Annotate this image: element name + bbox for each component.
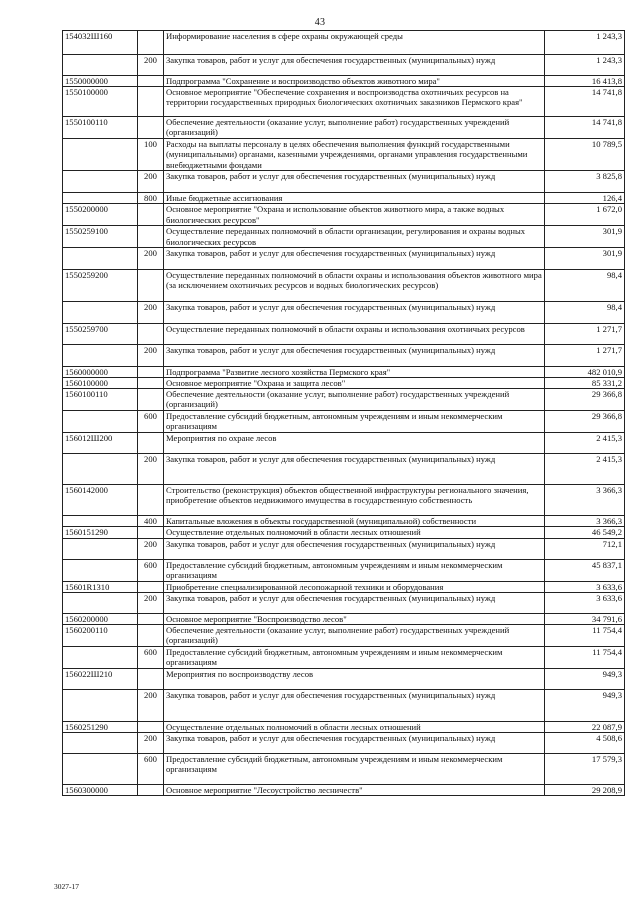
- expense-type-cell: 600: [138, 647, 164, 669]
- amount-cell: 14 741,8: [545, 87, 625, 117]
- expense-type-cell: [138, 581, 164, 592]
- item-name-cell: Предоставление субсидий бюджетным, автономным учреждениям и иным некоммерческим организациям: [164, 754, 545, 785]
- expense-type-cell: [138, 117, 164, 139]
- budget-table: [62, 30, 625, 796]
- table-row: [63, 754, 625, 785]
- expense-type-cell: [138, 433, 164, 454]
- expense-type-cell: [138, 204, 164, 226]
- target-code-cell: [63, 193, 138, 204]
- expense-type-cell: 800: [138, 193, 164, 204]
- amount-cell: 949,3: [545, 690, 625, 722]
- target-code-cell: 1550259200: [63, 269, 138, 301]
- item-name-cell: Предоставление субсидий бюджетным, автономным учреждениям и иным некоммерческим организациям: [164, 411, 545, 433]
- expense-type-cell: [138, 269, 164, 301]
- table-row: [63, 411, 625, 433]
- expense-type-cell: [138, 613, 164, 624]
- amount-cell: 3 633,6: [545, 592, 625, 613]
- target-code-cell: [63, 171, 138, 193]
- amount-cell: 17 579,3: [545, 754, 625, 785]
- table-row: [63, 323, 625, 344]
- item-name-cell: Закупка товаров, работ и услуг для обеспечения государственных (муниципальных) нужд: [164, 55, 545, 76]
- expense-type-cell: 200: [138, 171, 164, 193]
- item-name-cell: Закупка товаров, работ и услуг для обеспечения государственных (муниципальных) нужд: [164, 301, 545, 323]
- item-name-cell: Закупка товаров, работ и услуг для обеспечения государственных (муниципальных) нужд: [164, 344, 545, 366]
- amount-cell: 29 366,8: [545, 411, 625, 433]
- expense-type-cell: 600: [138, 411, 164, 433]
- target-code-cell: 1560142000: [63, 485, 138, 516]
- table-row: [63, 193, 625, 204]
- item-name-cell: Информирование населения в сфере охраны окружающей среды: [164, 31, 545, 55]
- amount-cell: 11 754,4: [545, 625, 625, 647]
- target-code-cell: 1560000000: [63, 366, 138, 377]
- target-code-cell: [63, 538, 138, 559]
- table-row: [63, 301, 625, 323]
- table-row: [63, 613, 625, 624]
- item-name-cell: Строительство (реконструкция) объектов общественной инфраструктуры регионального значения, приобретение объектов недвижимого имущества в государственную собственность: [164, 485, 545, 516]
- amount-cell: 3 366,3: [545, 516, 625, 527]
- expense-type-cell: 600: [138, 754, 164, 785]
- table-row: [63, 559, 625, 581]
- amount-cell: 712,1: [545, 538, 625, 559]
- expense-type-cell: [138, 76, 164, 87]
- target-code-cell: [63, 733, 138, 754]
- target-code-cell: [63, 55, 138, 76]
- target-code-cell: 1550000000: [63, 76, 138, 87]
- target-code-cell: [63, 344, 138, 366]
- table-row: [63, 378, 625, 389]
- table-row: [63, 87, 625, 117]
- amount-cell: 29 366,8: [545, 389, 625, 411]
- expense-type-cell: 200: [138, 538, 164, 559]
- target-code-cell: [63, 139, 138, 171]
- item-name-cell: Иные бюджетные ассигнования: [164, 193, 545, 204]
- target-code-cell: 1550259100: [63, 226, 138, 247]
- item-name-cell: Закупка товаров, работ и услуг для обеспечения государственных (муниципальных) нужд: [164, 733, 545, 754]
- target-code-cell: 15601R1310: [63, 581, 138, 592]
- table-row: [63, 733, 625, 754]
- item-name-cell: Осуществление переданных полномочий в области организации, регулирования и охраны водных биологических ресурсов: [164, 226, 545, 247]
- item-name-cell: Основное мероприятие "Воспроизводство лесов": [164, 613, 545, 624]
- table-row: [63, 76, 625, 87]
- table-row: [63, 516, 625, 527]
- target-code-cell: 1550100110: [63, 117, 138, 139]
- target-code-cell: 1560100000: [63, 378, 138, 389]
- table-row: [63, 647, 625, 669]
- amount-cell: 1 271,7: [545, 344, 625, 366]
- amount-cell: 3 633,6: [545, 581, 625, 592]
- expense-type-cell: [138, 527, 164, 538]
- amount-cell: 1 271,7: [545, 323, 625, 344]
- item-name-cell: Закупка товаров, работ и услуг для обеспечения государственных (муниципальных) нужд: [164, 247, 545, 269]
- item-name-cell: Обеспечение деятельности (оказание услуг, выполнение работ) государственных учреждений (организаций): [164, 389, 545, 411]
- expense-type-cell: [138, 378, 164, 389]
- table-row: [63, 785, 625, 796]
- expense-type-cell: 200: [138, 733, 164, 754]
- table-row: [63, 722, 625, 733]
- item-name-cell: Приобретение специализированной лесопожарной техники и оборудования: [164, 581, 545, 592]
- target-code-cell: [63, 690, 138, 722]
- amount-cell: 1 672,0: [545, 204, 625, 226]
- table-row: [63, 31, 625, 55]
- item-name-cell: Обеспечение деятельности (оказание услуг, выполнение работ) государственных учреждений (организаций): [164, 625, 545, 647]
- table-row: [63, 117, 625, 139]
- expense-type-cell: [138, 87, 164, 117]
- expense-type-cell: 200: [138, 55, 164, 76]
- amount-cell: 949,3: [545, 669, 625, 690]
- expense-type-cell: [138, 31, 164, 55]
- table-row: [63, 171, 625, 193]
- item-name-cell: Закупка товаров, работ и услуг для обеспечения государственных (муниципальных) нужд: [164, 171, 545, 193]
- expense-type-cell: 200: [138, 690, 164, 722]
- table-row: [63, 485, 625, 516]
- table-row: [63, 669, 625, 690]
- amount-cell: 3 825,8: [545, 171, 625, 193]
- expense-type-cell: 400: [138, 516, 164, 527]
- item-name-cell: Основное мероприятие "Охрана и использование объектов животного мира, а также водных биологических ресурсов": [164, 204, 545, 226]
- target-code-cell: 1560300000: [63, 785, 138, 796]
- expense-type-cell: [138, 722, 164, 733]
- target-code-cell: 1550200000: [63, 204, 138, 226]
- table-row: [63, 204, 625, 226]
- expense-type-cell: [138, 226, 164, 247]
- target-code-cell: [63, 411, 138, 433]
- table-row: [63, 139, 625, 171]
- amount-cell: 98,4: [545, 269, 625, 301]
- item-name-cell: Подпрограмма "Развитие лесного хозяйства Пермского края": [164, 366, 545, 377]
- target-code-cell: 1560200000: [63, 613, 138, 624]
- expense-type-cell: [138, 389, 164, 411]
- table-row: [63, 366, 625, 377]
- target-code-cell: [63, 454, 138, 485]
- footer-code: 3027-17: [54, 882, 79, 891]
- amount-cell: 1 243,3: [545, 31, 625, 55]
- expense-type-cell: 200: [138, 344, 164, 366]
- table-row: [63, 389, 625, 411]
- table-row: [63, 454, 625, 485]
- table-row: [63, 581, 625, 592]
- amount-cell: 85 331,2: [545, 378, 625, 389]
- table-row: [63, 344, 625, 366]
- target-code-cell: [63, 754, 138, 785]
- target-code-cell: [63, 647, 138, 669]
- target-code-cell: 156022Ш210: [63, 669, 138, 690]
- item-name-cell: Обеспечение деятельности (оказание услуг, выполнение работ) государственных учреждений (организаций): [164, 117, 545, 139]
- amount-cell: 29 208,9: [545, 785, 625, 796]
- amount-cell: 22 087,9: [545, 722, 625, 733]
- target-code-cell: 156012Ш200: [63, 433, 138, 454]
- expense-type-cell: [138, 366, 164, 377]
- amount-cell: 4 508,6: [545, 733, 625, 754]
- expense-type-cell: [138, 785, 164, 796]
- expense-type-cell: 200: [138, 301, 164, 323]
- item-name-cell: Основное мероприятие "Лесоустройство лесничеств": [164, 785, 545, 796]
- target-code-cell: 154032Ш160: [63, 31, 138, 55]
- amount-cell: 301,9: [545, 226, 625, 247]
- target-code-cell: 1550259700: [63, 323, 138, 344]
- item-name-cell: Осуществление отдельных полномочий в области лесных отношений: [164, 722, 545, 733]
- expense-type-cell: [138, 485, 164, 516]
- amount-cell: 301,9: [545, 247, 625, 269]
- table-row: [63, 247, 625, 269]
- target-code-cell: [63, 559, 138, 581]
- item-name-cell: Расходы на выплаты персоналу в целях обеспечения выполнения функций государственными (муниципальными) органами, казенными учреждениями, органами управления государственными внебюджетными фондами: [164, 139, 545, 171]
- expense-type-cell: 200: [138, 592, 164, 613]
- amount-cell: 3 366,3: [545, 485, 625, 516]
- amount-cell: 34 791,6: [545, 613, 625, 624]
- item-name-cell: Осуществление переданных полномочий в области охраны и использования охотничьих ресурсов: [164, 323, 545, 344]
- item-name-cell: Закупка товаров, работ и услуг для обеспечения государственных (муниципальных) нужд: [164, 592, 545, 613]
- expense-type-cell: 100: [138, 139, 164, 171]
- target-code-cell: [63, 592, 138, 613]
- amount-cell: 14 741,8: [545, 117, 625, 139]
- expense-type-cell: 600: [138, 559, 164, 581]
- item-name-cell: Мероприятия по воспроизводству лесов: [164, 669, 545, 690]
- item-name-cell: Закупка товаров, работ и услуг для обеспечения государственных (муниципальных) нужд: [164, 538, 545, 559]
- item-name-cell: Закупка товаров, работ и услуг для обеспечения государственных (муниципальных) нужд: [164, 690, 545, 722]
- table-row: [63, 625, 625, 647]
- page-number: 43: [314, 17, 326, 28]
- item-name-cell: Предоставление субсидий бюджетным, автономным учреждениям и иным некоммерческим организациям: [164, 647, 545, 669]
- item-name-cell: Основное мероприятие "Охрана и защита лесов": [164, 378, 545, 389]
- amount-cell: 2 415,3: [545, 433, 625, 454]
- item-name-cell: Предоставление субсидий бюджетным, автономным учреждениям и иным некоммерческим организациям: [164, 559, 545, 581]
- expense-type-cell: 200: [138, 247, 164, 269]
- amount-cell: 1 243,3: [545, 55, 625, 76]
- table-row: [63, 592, 625, 613]
- expense-type-cell: [138, 323, 164, 344]
- table-row: [63, 269, 625, 301]
- table-row: [63, 538, 625, 559]
- amount-cell: 126,4: [545, 193, 625, 204]
- amount-cell: 45 837,1: [545, 559, 625, 581]
- item-name-cell: Мероприятия по охране лесов: [164, 433, 545, 454]
- table-row: [63, 527, 625, 538]
- target-code-cell: 1560200110: [63, 625, 138, 647]
- item-name-cell: Закупка товаров, работ и услуг для обеспечения государственных (муниципальных) нужд: [164, 454, 545, 485]
- item-name-cell: Основное мероприятие "Обеспечение сохранения и воспроизводства охотничьих ресурсов на территории государственных природных биологических охотничьих заказников Пермского края": [164, 87, 545, 117]
- amount-cell: 2 415,3: [545, 454, 625, 485]
- expense-type-cell: 200: [138, 454, 164, 485]
- table-row: [63, 226, 625, 247]
- table-row: [63, 690, 625, 722]
- amount-cell: 16 413,8: [545, 76, 625, 87]
- target-code-cell: [63, 301, 138, 323]
- expense-type-cell: [138, 625, 164, 647]
- target-code-cell: 1560251290: [63, 722, 138, 733]
- amount-cell: 482 010,9: [545, 366, 625, 377]
- amount-cell: 46 549,2: [545, 527, 625, 538]
- amount-cell: 98,4: [545, 301, 625, 323]
- item-name-cell: Капитальные вложения в объекты государственной (муниципальной) собственности: [164, 516, 545, 527]
- table-row: [63, 433, 625, 454]
- amount-cell: 10 789,5: [545, 139, 625, 171]
- target-code-cell: 1550100000: [63, 87, 138, 117]
- target-code-cell: [63, 516, 138, 527]
- item-name-cell: Осуществление отдельных полномочий в области лесных отношений: [164, 527, 545, 538]
- amount-cell: 11 754,4: [545, 647, 625, 669]
- expense-type-cell: [138, 669, 164, 690]
- budget-table-body: [63, 31, 625, 796]
- target-code-cell: 1560100110: [63, 389, 138, 411]
- target-code-cell: 1560151290: [63, 527, 138, 538]
- item-name-cell: Подпрограмма "Сохранение и воспроизводство объектов животного мира": [164, 76, 545, 87]
- table-row: [63, 55, 625, 76]
- target-code-cell: [63, 247, 138, 269]
- item-name-cell: Осуществление переданных полномочий в области охраны и использования объектов животного мира (за исключением охотничьих ресурсов и водных биологических ресурсов): [164, 269, 545, 301]
